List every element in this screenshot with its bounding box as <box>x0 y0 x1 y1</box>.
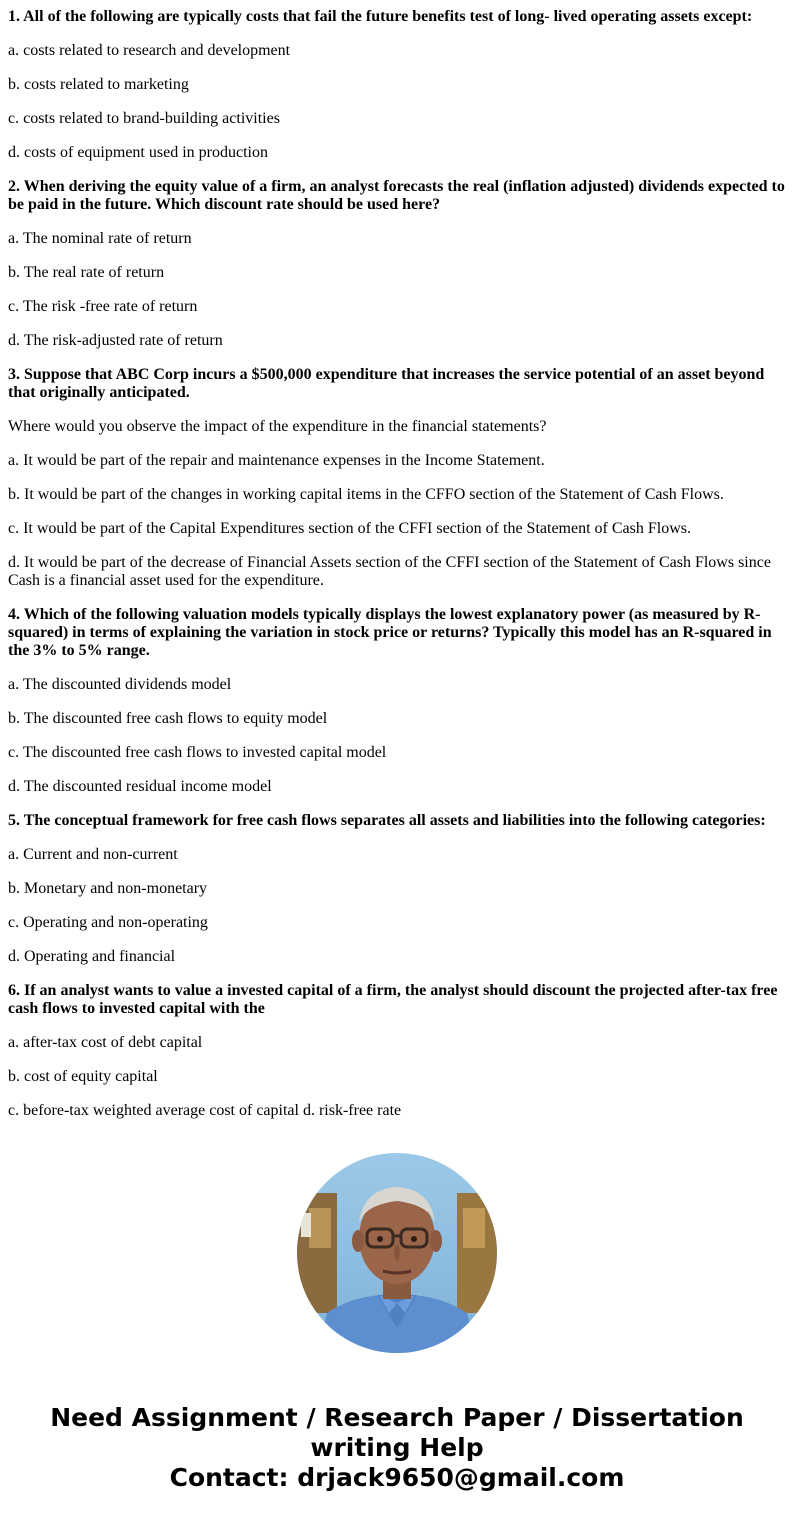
question-2-option-a: a. The nominal rate of return <box>8 230 192 247</box>
question-5-prompt: 5. The conceptual framework for free cash flows separates all assets and liabilities into the following categories: <box>8 812 766 829</box>
footer-line-1: Need Assignment / Research Paper / Dissertation <box>50 1403 744 1432</box>
question-3-option-c: c. It would be part of the Capital Expenditures section of the CFFI section of the Statement of Cash Flows. <box>8 520 691 537</box>
question-2-option-b: b. The real rate of return <box>8 264 165 281</box>
footer-contact-line: Contact: drjack9650@gmail.com <box>169 1463 625 1492</box>
author-avatar <box>297 1153 497 1353</box>
question-list <box>8 0 788 1136</box>
question-5-option-a: a. Current and non-current <box>8 846 178 863</box>
question-3-prompt: 3. Suppose that ABC Corp incurs a $500,000 expenditure that increases the service potential of an asset beyond that originally anticipated. <box>8 366 765 401</box>
question-3-option-a: a. It would be part of the repair and maintenance expenses in the Income Statement. <box>8 452 545 469</box>
question-1-option-a: a. costs related to research and development <box>8 42 291 59</box>
question-3-option-b: b. It would be part of the changes in working capital items in the CFFO section of the Statement of Cash Flows. <box>8 486 724 503</box>
question-4-option-b: b. The discounted free cash flows to equity model <box>8 710 328 727</box>
question-6-prompt: 6. If an analyst wants to value a invested capital of a firm, the analyst should discount the projected after-tax free cash flows to invested capital with the <box>8 982 778 1017</box>
question-4-option-d: d. The discounted residual income model <box>8 778 272 795</box>
question-4-option-c: c. The discounted free cash flows to invested capital model <box>8 744 387 761</box>
question-1-option-b: b. costs related to marketing <box>8 76 189 93</box>
question-4-prompt: 4. Which of the following valuation models typically displays the lowest explanatory power (as measured by R-squared) in terms of explaining the variation in stock price or returns? Typically this model has an R-squared in the 3% to 5% range. <box>8 606 772 659</box>
question-4-option-a: a. The discounted dividends model <box>8 676 232 693</box>
question-5-option-b: b. Monetary and non-monetary <box>8 880 208 897</box>
question-1-option-c: c. costs related to brand-building activities <box>8 110 280 127</box>
question-2-prompt: 2. When deriving the equity value of a firm, an analyst forecasts the real (inflation adjusted) dividends expected to be paid in the future. Which discount rate should be used here? <box>8 178 785 213</box>
question-5-option-c: c. Operating and non-operating <box>8 914 208 931</box>
question-3-subprompt: Where would you observe the impact of the expenditure in the financial statements? <box>8 418 547 435</box>
contact-footer <box>0 1403 794 1493</box>
question-5-option-d: d. Operating and financial <box>8 948 176 965</box>
question-1-prompt: 1. All of the following are typically costs that fail the future benefits test of long- lived operating assets except: <box>8 8 753 25</box>
person-portrait-icon <box>297 1153 497 1353</box>
question-6-option-a: a. after-tax cost of debt capital <box>8 1034 203 1051</box>
question-6-option-b: b. cost of equity capital <box>8 1068 158 1085</box>
question-2-option-d: d. The risk-adjusted rate of return <box>8 332 223 349</box>
question-3-option-d: d. It would be part of the decrease of Financial Assets section of the CFFI section of the Statement of Cash Flows since Cash is a financial asset used for the expenditure. <box>8 554 771 589</box>
question-2-option-c: c. The risk -free rate of return <box>8 298 198 315</box>
footer-line-2: writing Help <box>310 1433 484 1462</box>
question-1-option-d: d. costs of equipment used in production <box>8 144 268 161</box>
question-6-option-c: c. before-tax weighted average cost of capital d. risk-free rate <box>8 1102 402 1119</box>
